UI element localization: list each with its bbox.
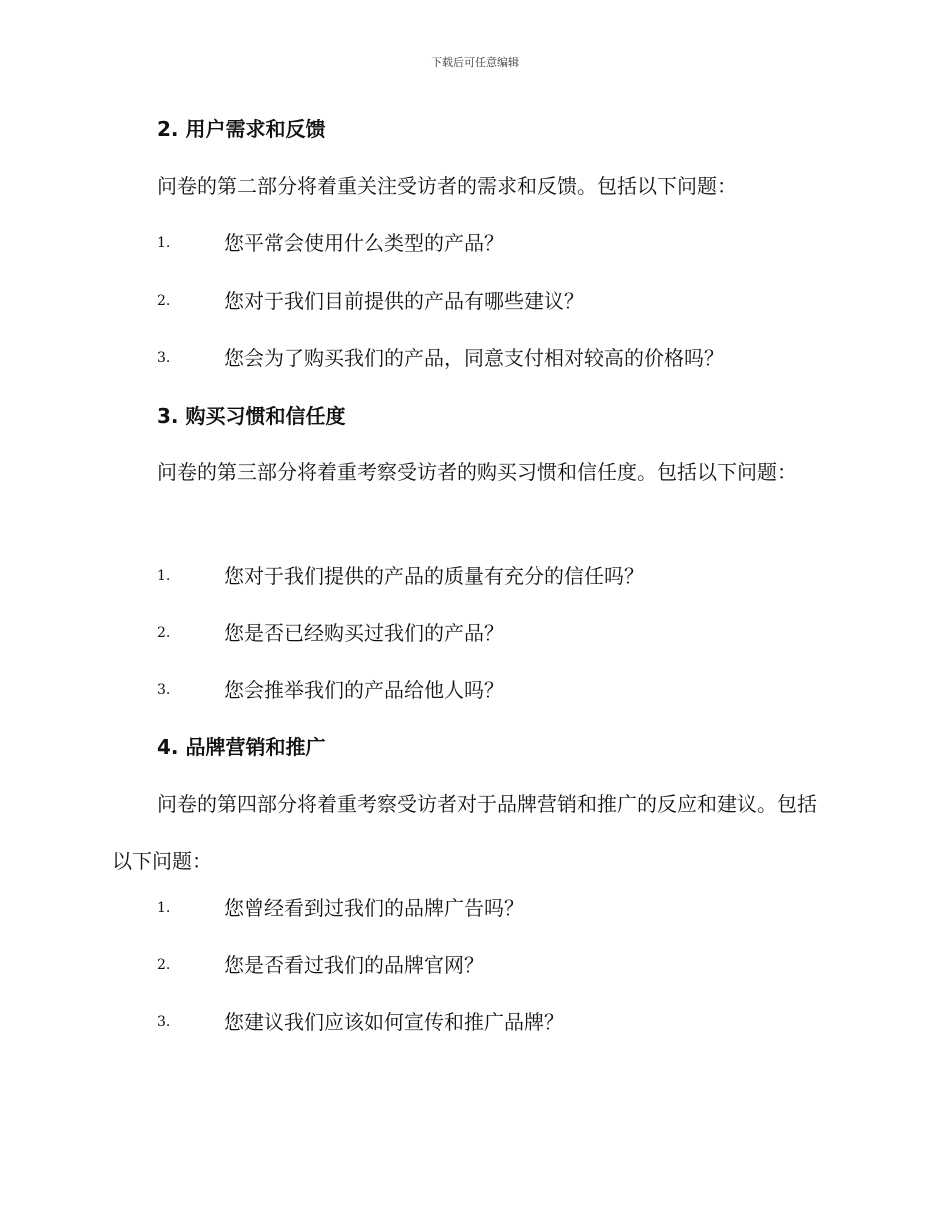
list-text: 您对于我们提供的产品的质量有充分的信任吗？	[224, 564, 644, 588]
list-number: 2.	[157, 293, 171, 309]
list-number: 2.	[157, 625, 171, 641]
list-text: 您会推举我们的产品给他人吗？	[224, 678, 504, 702]
list-number: 3.	[157, 1014, 171, 1030]
list-text: 您平常会使用什么类型的产品？	[224, 231, 504, 255]
section-intro-brand-marketing: 问卷的第四部分将着重考察受访者对于品牌营销和推广的反应和建议。包括以下问题：	[112, 792, 817, 873]
section-intro-user-needs: 问卷的第二部分将着重关注受访者的需求和反馈。包括以下问题：	[157, 174, 737, 198]
section-heading-brand-marketing: 4. 品牌营销和推广	[157, 735, 326, 759]
list-text: 您建议我们应该如何宣传和推广品牌？	[224, 1010, 564, 1034]
list-number: 3.	[157, 682, 171, 698]
list-text: 您是否看过我们的品牌官网？	[224, 953, 484, 977]
list-text: 您曾经看到过我们的品牌广告吗？	[224, 896, 524, 920]
section-heading-user-needs: 2. 用户需求和反馈	[157, 117, 326, 141]
list-number: 1.	[157, 568, 171, 584]
section-heading-purchase-habits: 3. 购买习惯和信任度	[157, 404, 346, 428]
section-intro-purchase-habits: 问卷的第三部分将着重考察受访者的购买习惯和信任度。包括以下问题：	[157, 460, 797, 484]
list-number: 1.	[157, 900, 171, 916]
list-number: 2.	[157, 957, 171, 973]
list-text: 您对于我们目前提供的产品有哪些建议？	[224, 289, 584, 313]
page-header-note: 下载后可任意编辑	[431, 56, 519, 69]
list-text: 您是否已经购买过我们的产品？	[224, 621, 504, 645]
list-number: 3.	[157, 350, 171, 366]
list-text: 您会为了购买我们的产品，同意支付相对较高的价格吗？	[224, 346, 724, 370]
list-number: 1.	[157, 235, 171, 251]
